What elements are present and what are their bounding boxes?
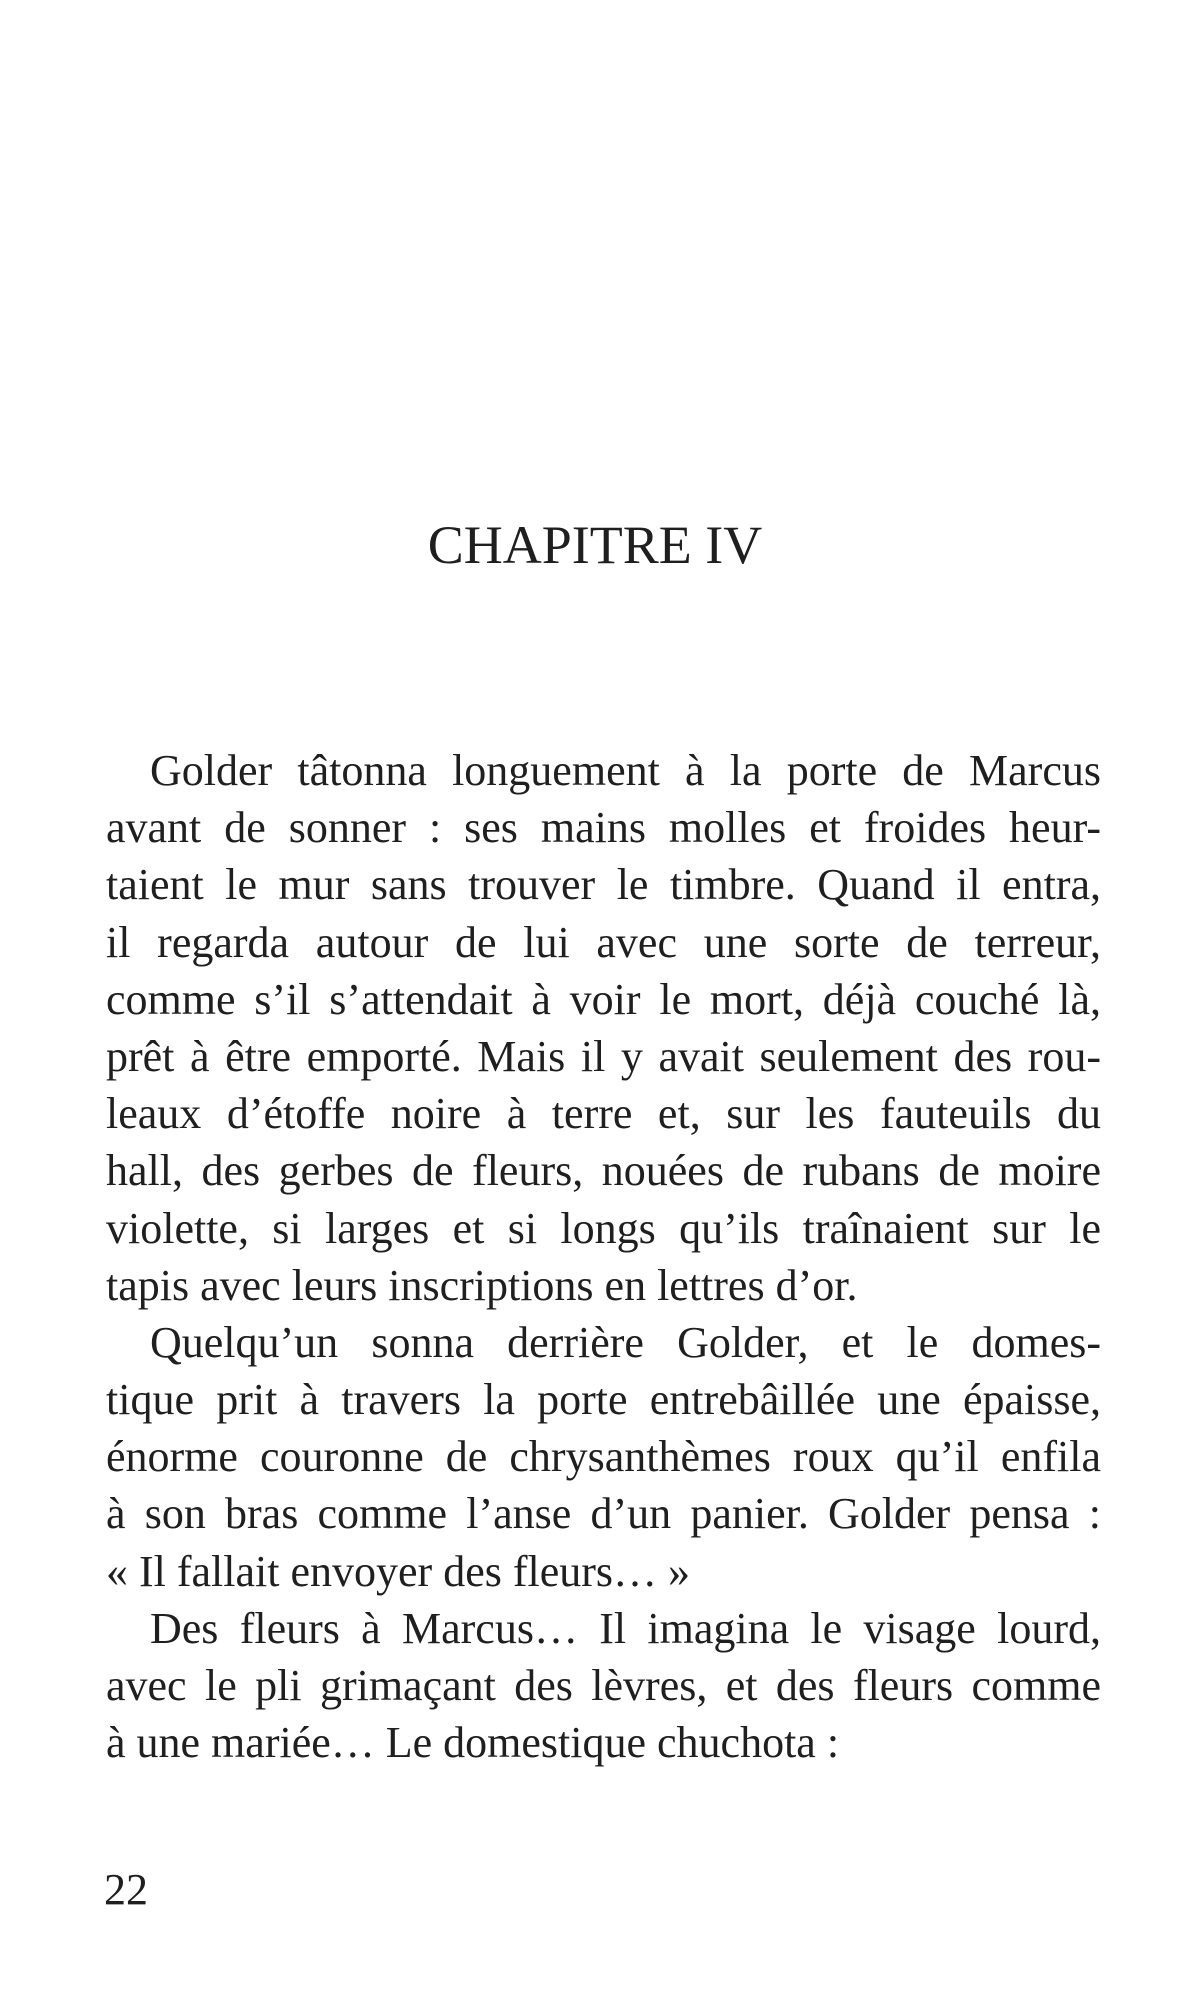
text-line: Golder tâtonna longuement à la porte de Marcus: [150, 746, 1101, 795]
chapter-title: CHAPITRE IV: [427, 515, 763, 575]
text-line: hall, des gerbes de fleurs, nouées de rubans de moire: [106, 1146, 1101, 1196]
text-line: Quelqu’un sonna derrière Golder, et le domes-: [150, 1317, 1101, 1367]
text-line: leaux d’étoffe noire à terre et, sur les fauteuils du: [106, 1089, 1101, 1139]
text-line: tique prit à travers la porte entrebâillée une épaisse,: [106, 1375, 1101, 1425]
text-line: comme s’il s’attendait à voir le mort, déjà couché là,: [106, 974, 1101, 1024]
text-line: Des fleurs à Marcus… Il imagina le visage lourd,: [150, 1603, 1101, 1653]
text-line: avant de sonner : ses mains molles et froides heur-: [106, 803, 1101, 853]
text-line: énorme couronne de chrysanthèmes roux qu’il enfila: [106, 1432, 1101, 1482]
text-line: violette, si larges et si longs qu’ils traînaient sur le: [106, 1203, 1101, 1253]
text-line: « Il fallait envoyer des fleurs… »: [106, 1546, 691, 1596]
text-line: à son bras comme l’anse d’un panier. Golder pensa :: [106, 1489, 1101, 1539]
text-line: avec le pli grimaçant des lèvres, et des fleurs comme: [106, 1661, 1101, 1710]
text-line: à une mariée… Le domestique chuchota :: [106, 1718, 840, 1768]
text-line: il regarda autour de lui avec une sorte de terreur,: [106, 917, 1101, 967]
page-number: 22: [104, 1865, 148, 1914]
text-line: taient le mur sans trouver le timbre. Quand il entra,: [106, 860, 1101, 910]
body-text: [106, 742, 1101, 1771]
text-line: prêt à être emporté. Mais il y avait seulement des rou-: [106, 1031, 1101, 1081]
text-line: tapis avec leurs inscriptions en lettres d’or.: [106, 1260, 858, 1310]
